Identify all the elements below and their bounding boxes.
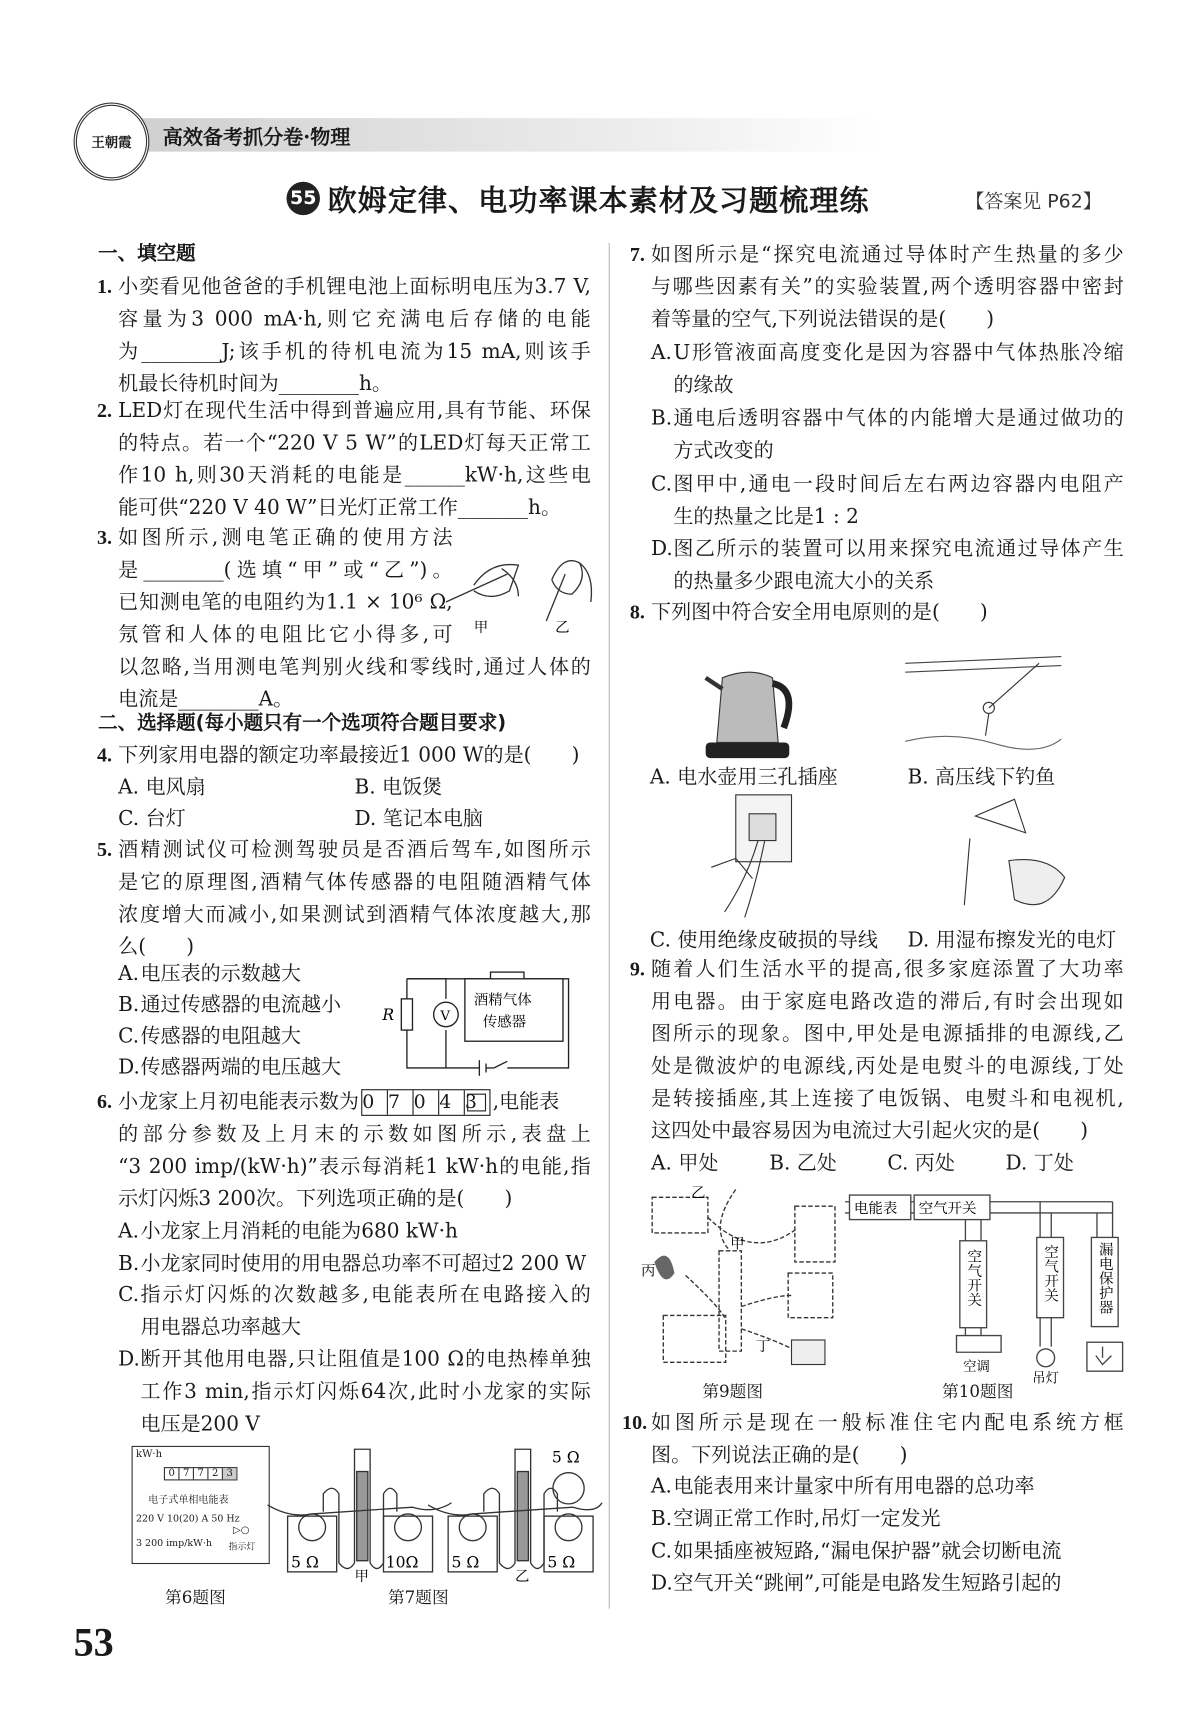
meter-name: 电子式单相电能表 [148,1494,229,1507]
section-heading [98,708,506,740]
text-line: 酒精测试仪可检测驾驶员是否酒后驾车,如图所示 [118,838,591,862]
option-text: 电风扇 [145,775,206,800]
option-label: D. [118,1055,140,1080]
sensor-label-2: 传感器 [482,1014,527,1031]
option-text: 丁处 [1033,1151,1074,1175]
electric-kettle-image [700,656,800,762]
text-line: 下列图中符合安全用电原则的是( ) [651,600,988,625]
text-line: 与哪些因素有关”的实验装置,两个透明容器中密封 [651,275,1124,299]
text-line: 如果插座被短路,“漏电保护器”就会切断电流 [673,1539,1062,1563]
text-line: 方式改变的 [673,439,774,463]
lesson-number: 55 [290,187,317,210]
answer-option[interactable] [651,1147,769,1179]
option-row [118,803,591,835]
answer-option[interactable] [355,803,591,835]
text-line: 随着人们生活水平的提高,很多家庭添置了大功率 [651,957,1124,982]
text-line: 氖管和人体的电阻比它小得多,可 [118,623,453,647]
answer-option[interactable] [651,1470,1123,1502]
lamp-label: 吊灯 [1032,1371,1060,1387]
label-5ohm-external: 5 Ω [551,1448,580,1467]
meter-digit: 7 [179,1468,193,1479]
text-line: 已知测电笔的电阻约为1.1 × 10⁶ Ω, [118,590,453,615]
text-line: 传感器的电阻越大 [140,1024,301,1048]
option-row-items [651,1147,1124,1179]
text-line: 电能表用来计量家中所有用电器的总功率 [673,1474,1035,1499]
text-line: 浓度增大而减小,如果测试到酒精气体浓度越大,那 [118,902,591,927]
label-jia: 甲 [473,620,489,637]
power-strip [719,1251,741,1351]
q10-caption: 第10题图 [942,1381,1014,1402]
text-line: 图甲中,通电一段时间后左右两边容器内电阻产 [673,472,1124,497]
option-b-caption: B. 高压线下钓鱼 [907,765,1056,790]
option-text: 电饭煲 [382,775,443,800]
text-line: 示灯闪烁3 200次。下列选项正确的是( ) [118,1187,513,1211]
publisher-logo [74,103,150,181]
text-line: 以忽略,当用测电笔判别火线和零线时,通过人体的 [118,655,591,679]
answer-option[interactable] [118,1247,590,1279]
question [629,953,1124,1147]
label-5ohm: 5 Ω [451,1553,480,1572]
section-heading-text: 一、填空题 [98,243,196,266]
option-label: C. [118,807,140,831]
q6-figure-energy-meter [132,1446,270,1564]
ac-label: 空调 [963,1360,990,1376]
option-d-caption: D. 用湿布擦发光的电灯 [907,928,1117,953]
text-line: 图。下列说法正确的是( ) [651,1443,908,1468]
option-label: B. [118,993,140,1017]
washing-machine [788,1273,833,1318]
answer-option[interactable] [651,337,1124,402]
option-text: 乙处 [796,1151,837,1175]
label-yi: 乙 [515,1568,530,1585]
pen-hand-jia [446,565,518,602]
wet-cloth-lamp-image [948,794,1076,917]
option-label: C. [651,472,673,497]
column-divider [609,243,610,1609]
meter-digit: 0 [362,1091,375,1114]
meter-digit: 0 [165,1468,179,1479]
fishing-under-power-line-image [905,652,1061,758]
text-line: 容量为3 000 mA·h,则它充满电后存储的电能 [118,307,591,332]
option-a-caption: A. 电水壶用三孔插座 [649,765,838,790]
text-line: LED灯在现代生活中得到普遍应用,具有节能、环保 [118,399,591,423]
meter-digit: 2 [208,1468,222,1479]
answer-option[interactable] [651,1535,1123,1567]
answer-option[interactable] [118,771,354,803]
option-label: B. [354,775,376,800]
section-heading [98,239,196,271]
q5-circuit-diagram [373,956,596,1081]
text-line: 小龙家上月消耗的电能为680 kW·h [140,1219,458,1244]
text-line: 能可供“220 V 40 W”日光灯正常工作_______h。 [118,496,562,520]
question [96,739,591,771]
q6-caption: 第6题图 [164,1587,226,1608]
option-label: C. [118,1283,140,1307]
text-line: 通电后透明容器中气体的内能增大是通过做功的 [673,406,1124,431]
answer-option[interactable] [118,803,354,835]
text-line: 着等量的空气,下列说法错误的是( ) [651,307,995,332]
q3-figure-test-pen [440,552,596,641]
microwave [652,1197,708,1233]
option-label: B. [769,1151,791,1175]
text-line: 电压是200 V [140,1412,260,1436]
meter-spec-2: 3 200 imp/kW·h [136,1538,213,1550]
text-line: 工作3 min,指示灯闪烁64次,此时小龙家的实际 [140,1380,591,1404]
question-number: 2. [96,399,113,422]
text-line: 如图所示是现在一般标准住宅内配电系统方框 [651,1411,1124,1435]
answer-option[interactable] [118,1215,590,1247]
page-title: 欧姆定律、电功率课本素材及习题梳理练 [327,185,870,219]
question-number: 6. [96,1090,113,1113]
option-label: A. [651,1474,672,1499]
text-line: 处是微波炉的电源线,丙处是电熨斗的电源线,丁处 [651,1054,1124,1079]
q10-figure-distribution-diagram [845,1191,1124,1387]
meter-digit: 7 [387,1090,413,1115]
answer-option[interactable] [1006,1147,1124,1179]
q7-figure-joule-heating [268,1438,602,1583]
option-text: 丙处 [914,1151,955,1175]
label-5ohm: 5 Ω [547,1553,576,1572]
label-10ohm: 10Ω [385,1553,419,1572]
text-line: 用电器。由于家庭电路改造的滞后,有时会出现如 [651,989,1124,1014]
option-label: A. [118,962,140,986]
text-segment: 小龙家上月初电能表示数为 [118,1090,359,1114]
option-label: C. [118,1024,140,1048]
text-line: 电压表的示数越大 [140,962,301,986]
text-segment: ,电能表 [492,1090,560,1114]
option-label: D. [1005,1151,1028,1175]
meter-digit: 3 [464,1090,490,1115]
question [96,1086,591,1215]
switch1-label: 空气开关 [965,1248,982,1307]
question-number: 9. [629,957,645,980]
answer-reference: 【答案见 P62】 [965,190,1102,213]
main-switch-label: 空气开关 [918,1200,977,1217]
text-line: 指示灯闪烁的次数越多,电能表所在电路接入的 [140,1283,591,1307]
option-label: D. [651,1571,673,1596]
text-line: 的热量多少跟电流大小的关系 [673,569,935,594]
rcd-label: 漏电保护器 [1096,1241,1113,1315]
text-line: 通过传感器的电流越小 [140,993,342,1017]
question [96,271,591,400]
text-line: 为________J;该手机的待机电流为15 mA,则该手 [118,340,591,364]
meter-spec-1: 220 V 10(20) A 50 Hz [136,1513,240,1526]
text-line: 图乙所示的装置可以用来探究电流通过导体产生 [673,537,1124,561]
label-jia: 甲 [354,1568,370,1585]
meter-digit: 7 [194,1468,208,1479]
meter-unit: kW·h [136,1449,163,1461]
label-5ohm: 5 Ω [290,1553,319,1572]
indicator-label: 指示灯 [228,1541,256,1552]
indicator-icon: ▷○ [232,1525,250,1537]
question [96,834,591,963]
question-number: 7. [629,243,645,266]
text-line: 传感器两端的电压越大 [140,1055,342,1080]
question-number: 3. [96,526,113,549]
text-line: 空调正常工作时,吊灯一定发光 [673,1507,941,1531]
question-number: 10. [622,1411,648,1434]
text-line: 的部分参数及上月末的示数如图所示,表盘上 [118,1122,591,1147]
option-text: 台灯 [145,807,186,831]
text-line: 断开其他用电器,只让阻值是100 Ω的电热棒单独 [140,1347,591,1372]
text-line: 空气开关“跳闸”,可能是电路发生短路引起的 [673,1571,1062,1596]
option-row-items [118,771,591,803]
text-line: 生的热量之比是1 : 2 [673,505,859,529]
option-label: C. [887,1151,909,1175]
option-c-caption: C. 使用绝缘皮破损的导线 [649,928,878,953]
option-label: A. [651,341,672,365]
option-label: A. [651,1151,672,1175]
lesson-number-badge [287,182,320,215]
q9-figure-overloaded-outlet [641,1184,847,1374]
page-number: 53 [73,1619,114,1665]
text-line: U形管液面高度变化是因为容器中气体热胀冷缩 [673,341,1124,365]
option-text: 笔记本电脑 [382,807,483,831]
meter-reading [164,1467,238,1480]
option-label: D. [354,807,377,831]
label-yi: 乙 [691,1185,706,1202]
question-number: 4. [96,743,113,766]
text-line: 图所示的现象。图中,甲处是电源插排的电源线,乙 [651,1022,1124,1046]
option-label: B. [118,1251,140,1276]
meter-digit: 3 [223,1468,236,1479]
option-label: D. [118,1347,140,1372]
answer-option[interactable] [651,1503,1123,1535]
text-line: 的特点。若一个“220 V 5 W”的LED灯每天正常工 [118,431,591,455]
answer-option[interactable] [651,402,1124,467]
question-number: 1. [96,275,113,298]
alcohol-sensor [465,979,563,1041]
question [96,395,591,524]
text-line: 是它的原理图,酒精气体传感器的电阻随酒精气体 [118,870,591,895]
answer-option[interactable] [355,771,591,803]
question-number: 5. [96,838,113,861]
option-label: B. [651,1507,673,1531]
text-line [118,1086,591,1118]
option-label: A. [118,775,140,800]
damaged-wire-socket-image [702,789,813,921]
meter-digit: 0 [412,1090,438,1115]
answer-option[interactable] [769,1147,887,1179]
section-heading-text: 二、选择题(每小题只有一个选项符合题目要求) [98,712,507,735]
text-line: 么( ) [118,935,195,959]
text-line: 作10 h,则30天消耗的电能是______kW·h,这些电 [118,463,591,488]
text-line: 用电器总功率越大 [140,1315,301,1339]
text-line: 小奕看见他爸爸的手机锂电池上面标明电压为3.7 V, [118,275,591,299]
q7-caption: 第7题图 [387,1587,449,1608]
resistor-r [401,999,412,1030]
question [629,596,1124,628]
label-jia: 甲 [730,1236,745,1253]
text-line: 是________(选填“甲”或“乙”)。 [118,558,453,582]
label-r: R [382,1006,395,1025]
option-label: D. [651,537,673,561]
text-line: 这四处中最容易因为电流过大引起火灾的是( ) [651,1119,1089,1143]
answer-option[interactable] [651,533,1124,598]
text-line: 如图所示是“探究电流通过导体时产生热量的多少 [651,243,1124,267]
option-label: A. [118,1219,140,1244]
label-v: V [440,1009,451,1025]
text-line: 是转接插座,其上连接了电饭锅、电熨斗和电视机, [651,1086,1124,1111]
option-row-items [118,803,591,835]
text-line: 小龙家同时使用的用电器总功率不可超过2 200 W [140,1251,587,1276]
refrigerator [795,1206,835,1262]
text-line: 机最长待机时间为________h。 [118,372,392,396]
text-line: “3 200 imp/(kW·h)”表示每消耗1 kW·h的电能,指 [118,1154,591,1179]
series-title: 高效备考抓分卷·物理 [162,125,351,150]
text-line: 的缘故 [673,373,734,397]
answer-option[interactable] [118,1279,591,1344]
label-ding: 丁 [755,1339,771,1356]
label-bing: 丙 [641,1263,656,1280]
meter-reading-box [361,1089,490,1116]
television [663,1315,725,1362]
text-line: 如图所示,测电笔正确的使用方法 [118,526,453,550]
meter-label: 电能表 [853,1200,898,1217]
option-row [118,771,591,803]
option-label: B. [651,406,673,431]
answer-option[interactable] [118,1343,591,1440]
meter-digit: 4 [438,1090,464,1115]
switch2-label: 空气开关 [1042,1244,1059,1303]
text-line: 电流是________A。 [118,687,294,712]
answer-option[interactable] [651,1567,1123,1599]
label-yi: 乙 [555,620,570,637]
logo-text: 王朝霞 [91,134,132,150]
option-row [651,1147,1124,1179]
sensor-label-1: 酒精气体 [473,992,532,1009]
text-line: 下列家用电器的额定功率最接近1 000 W的是( ) [118,743,580,767]
question [629,239,1124,336]
option-label: C. [651,1539,673,1563]
pen-hand-yi [546,561,591,621]
question-number: 8. [629,600,645,624]
q9-caption: 第9题图 [702,1381,764,1402]
question [622,1407,1124,1472]
option-text: 甲处 [678,1151,719,1175]
answer-option[interactable] [887,1147,1005,1179]
answer-option[interactable] [651,468,1124,533]
